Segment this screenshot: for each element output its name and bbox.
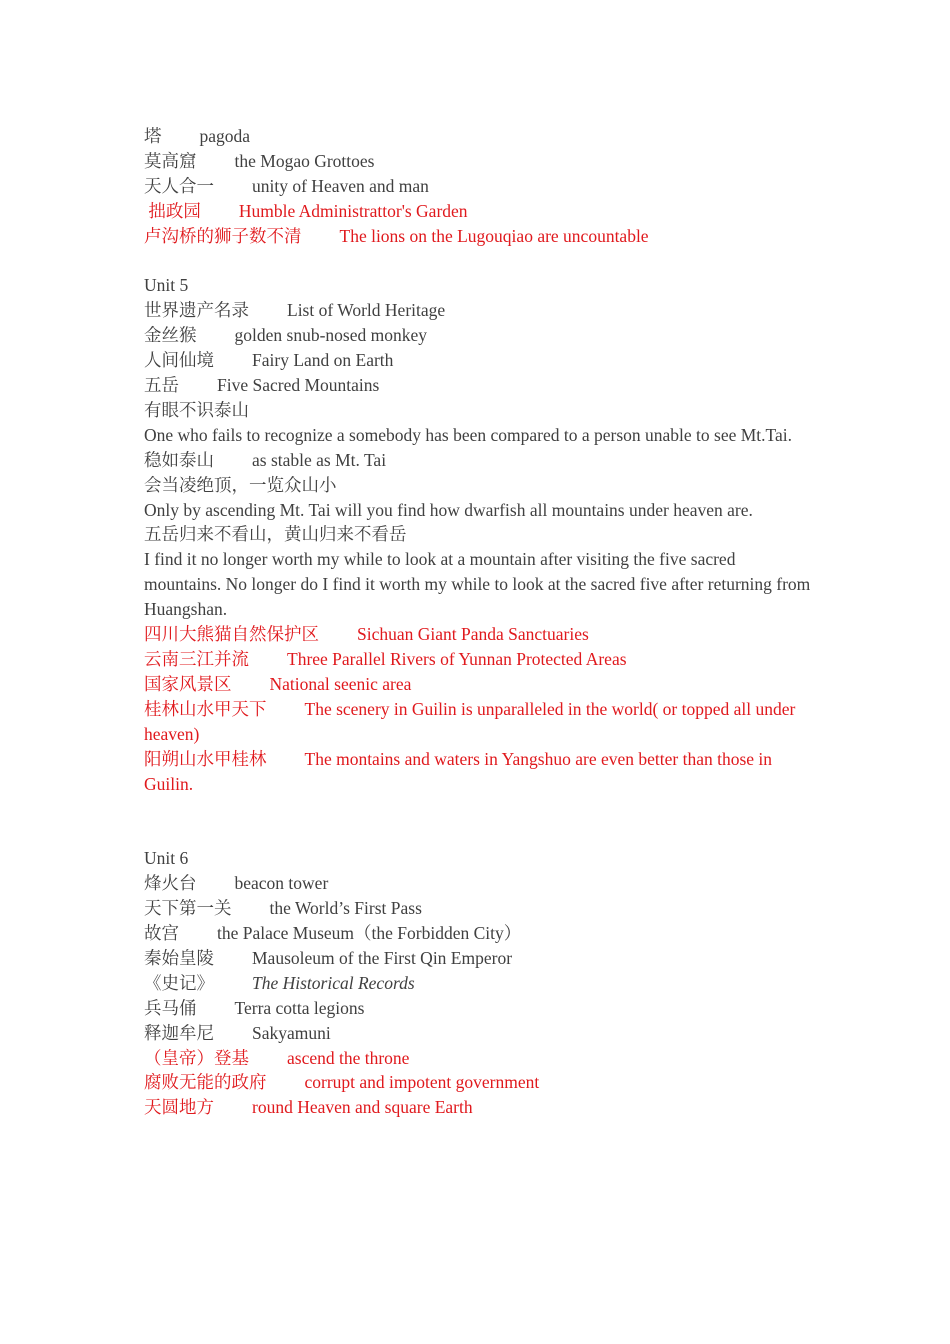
vocab-line-highlight	[144, 647, 814, 672]
chinese-term: 天人合一	[144, 175, 214, 196]
chinese-term: 阳朔山水甲桂林	[144, 748, 267, 769]
chinese-term: 腐败无能的政府	[144, 1072, 267, 1093]
vocab-line	[144, 448, 814, 473]
vocab-line	[144, 373, 814, 398]
english-term: The lions on the Lugouqiao are uncountable	[339, 225, 649, 246]
vocab-line-highlight	[144, 697, 814, 747]
vocab-line	[144, 971, 814, 996]
english-translation: Only by ascending Mt. Tai will you find how dwarfish all mountains under heaven are.	[144, 499, 753, 520]
chinese-term: 莫高窟	[144, 150, 197, 171]
vocab-line-highlight	[144, 1046, 814, 1071]
english-term: unity of Heaven and man	[252, 175, 429, 196]
english-term: the Mogao Grottoes	[234, 150, 375, 171]
vocab-line	[144, 996, 814, 1021]
chinese-phrase: 会当凌绝顶，一览众山小	[144, 474, 337, 495]
unit-heading: Unit 5	[144, 275, 189, 296]
english-term: pagoda	[199, 126, 251, 146]
vocab-line	[144, 871, 814, 896]
english-term: National seenic area	[269, 673, 412, 694]
vocab-line	[144, 1021, 814, 1046]
chinese-term: 塔	[144, 126, 162, 146]
chinese-phrase: 五岳归来不看山，黄山归来不看岳	[144, 524, 407, 545]
english-term: Mausoleum of the First Qin Emperor	[252, 947, 513, 968]
english-term: round Heaven and square Earth	[252, 1097, 473, 1118]
english-translation: I find it no longer worth my while to look at a mountain after visiting the five sacred mountains. No longer do I find it worth my while to look at the sacred five after returning from Huangshan.	[144, 549, 815, 620]
chinese-term: 国家风景区	[144, 673, 232, 694]
vocab-line-highlight	[144, 1070, 814, 1095]
chinese-term: 稳如泰山	[144, 449, 214, 470]
vocab-line	[144, 921, 814, 946]
chinese-term: 兵马俑	[144, 997, 197, 1018]
english-term: Fairy Land on Earth	[252, 350, 394, 371]
english-term: Three Parallel Rivers of Yunnan Protected Areas	[287, 649, 627, 670]
english-term: List of World Heritage	[287, 300, 446, 321]
unit-heading: Unit 6	[144, 848, 189, 869]
english-term: The Historical Records	[252, 972, 415, 993]
vocab-line-highlight	[144, 1095, 814, 1120]
english-term: beacon tower	[234, 873, 329, 894]
english-term: Terra cotta legions	[234, 997, 365, 1018]
spacer	[144, 249, 814, 274]
chinese-term: 世界遗产名录	[144, 300, 249, 321]
english-term: The montains and waters in Yangshuo are even better than those in Guilin.	[144, 748, 777, 794]
english-term: ascend the throne	[287, 1047, 410, 1068]
vocab-line	[144, 174, 814, 199]
chinese-term: 秦始皇陵	[144, 947, 214, 968]
chinese-phrase: 有眼不识泰山	[144, 399, 249, 420]
vocab-line	[144, 124, 814, 149]
document-page	[144, 124, 814, 1120]
vocab-line	[144, 896, 814, 921]
vocab-line-highlight	[144, 622, 814, 647]
vocab-line-highlight	[144, 224, 814, 249]
chinese-term: 卢沟桥的狮子数不清	[144, 225, 302, 246]
chinese-term: （皇帝）登基	[144, 1047, 249, 1068]
vocab-line	[144, 348, 814, 373]
chinese-term: 故宫	[144, 922, 179, 943]
english-term: Humble Administrattor's Garden	[238, 200, 468, 221]
vocab-line	[144, 323, 814, 348]
chinese-term: 天圆地方	[144, 1097, 214, 1118]
chinese-term: 桂林山水甲天下	[144, 698, 267, 719]
chinese-term: 云南三江并流	[144, 649, 249, 670]
vocab-line	[144, 298, 814, 323]
english-translation: One who fails to recognize a somebody has been compared to a person unable to see Mt.Tai.	[144, 424, 793, 445]
chinese-term: 《史记》	[144, 972, 214, 993]
english-term: golden snub-nosed monkey	[234, 325, 427, 346]
english-term: Sichuan Giant Panda Sanctuaries	[357, 624, 589, 645]
vocab-line	[144, 149, 814, 174]
chinese-term: 天下第一关	[144, 898, 232, 919]
chinese-term: 人间仙境	[144, 350, 214, 371]
vocab-line	[144, 946, 814, 971]
english-term: corrupt and impotent government	[304, 1072, 540, 1093]
chinese-term: 五岳	[144, 375, 179, 396]
english-term: The scenery in Guilin is unparalleled in the world( or topped all under heaven)	[144, 698, 800, 744]
chinese-term: 金丝猴	[144, 325, 197, 346]
english-term: Sakyamuni	[252, 1022, 331, 1043]
english-term: as stable as Mt. Tai	[252, 449, 387, 470]
vocab-line-highlight	[144, 747, 814, 797]
chinese-term: 烽火台	[144, 873, 197, 894]
chinese-term: 拙政园	[144, 200, 201, 221]
spacer	[144, 796, 814, 846]
english-term: the World’s First Pass	[269, 898, 422, 919]
vocab-line-highlight	[144, 199, 814, 224]
chinese-term: 释迦牟尼	[144, 1022, 214, 1043]
chinese-term: 四川大熊猫自然保护区	[144, 624, 319, 645]
english-term: Five Sacred Mountains	[217, 375, 380, 396]
vocab-line-highlight	[144, 672, 814, 697]
english-term: the Palace Museum（the Forbidden City）	[217, 922, 522, 943]
